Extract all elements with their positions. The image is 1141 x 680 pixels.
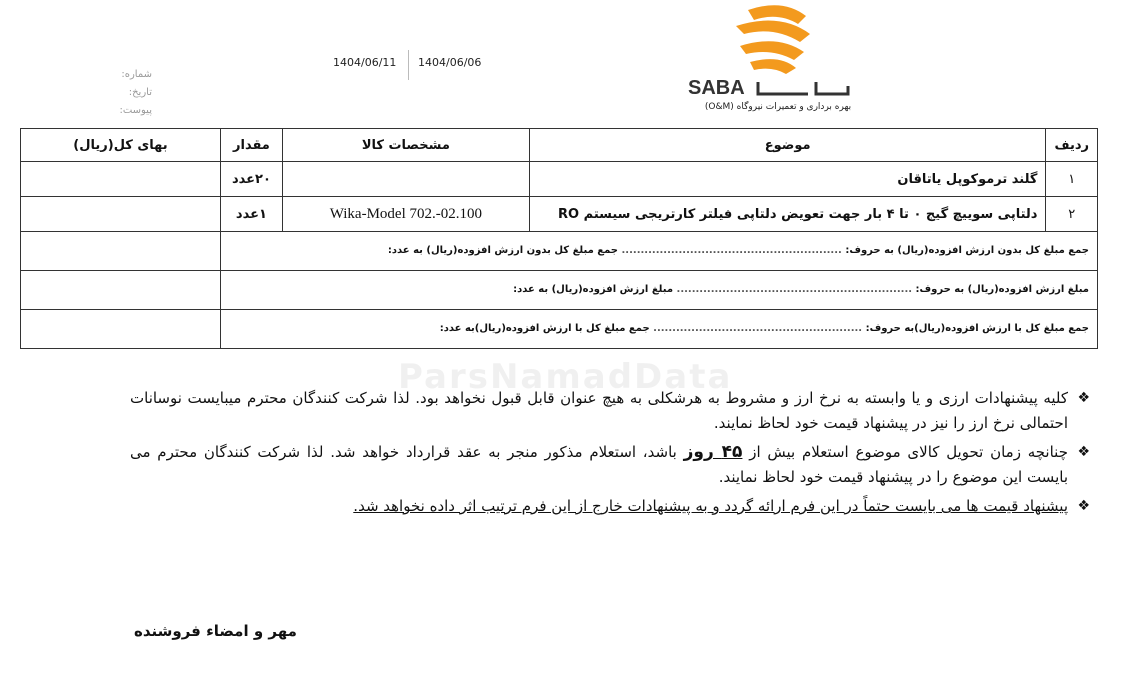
note-text: چنانچه زمان تحویل کالای موضوع استعلام بیش از: [749, 443, 1068, 461]
note-item: [130, 386, 1090, 436]
note-item: [130, 440, 1090, 490]
sum-label-cell: [220, 271, 1097, 310]
sum-label-cell: [220, 232, 1097, 271]
note-text: پیشنهاد قیمت ها می بایست حتماً در این فرم ارائه گردد و به پیشنهادات خارج از این فرم ترتیب اثر داده نخواهد شد.: [353, 497, 1068, 515]
dots: ..........................................................: [621, 245, 842, 256]
sum-value-cell[interactable]: [21, 271, 221, 310]
header-spec: مشخصات کالا: [282, 129, 529, 162]
row-subject: دلتاپی سوییچ گیج ۰ تا ۴ بار جهت تعویض دلتاپی فیلتر کارتریجی سیستم RO: [529, 197, 1046, 232]
row-price-cell[interactable]: [21, 162, 221, 197]
table-row: [21, 162, 1098, 197]
sum-number-label: جمع مبلغ کل با ارزش افزوده(ریال)به عدد:: [439, 323, 650, 334]
date-left: 1404/06/11: [333, 56, 397, 69]
sum-number-label: مبلغ ارزش افزوده(ریال) به عدد:: [513, 284, 674, 295]
note-text: کلیه پیشنهادات ارزی و یا وابسته به نرخ ارز و مشروط به هرشکلی به هیچ عنوان قابل قبول نخواهد بود. لذا شرکت کنندگان محترم میبایست نوسانات احتمالی نرخ ارز را نیز در پیشنهاد قیمت خود لحاظ نمایند.: [130, 389, 1068, 432]
diamond-bullet-icon: ❖: [1077, 498, 1090, 514]
row-spec: [282, 162, 529, 197]
diamond-bullet-icon: ❖: [1077, 444, 1090, 460]
sum-row-vat: [21, 271, 1098, 310]
seller-signature-label: مهر و امضاء فروشنده: [134, 622, 297, 640]
sum-words-label: جمع مبلغ کل بدون ارزش افزوده(ریال) به حروف:: [845, 245, 1089, 256]
letter-meta: [88, 66, 152, 120]
number-label: شماره:: [121, 69, 152, 80]
svg-text:SABA: SABA: [688, 77, 745, 99]
saba-logo: [688, 2, 868, 114]
date-divider: [408, 50, 409, 80]
row-qty: ۱عدد: [220, 197, 282, 232]
header-subject: موضوع: [529, 129, 1046, 162]
sum-value-cell[interactable]: [21, 310, 221, 349]
row-number: ۲: [1046, 197, 1098, 232]
header-row-number: ردیف: [1046, 129, 1098, 162]
sum-number-label: جمع مبلغ کل بدون ارزش افزوده(ریال) به عدد:: [387, 245, 619, 256]
row-qty: ۲۰عدد: [220, 162, 282, 197]
dots: .......................................................: [653, 323, 863, 334]
date-label: تاریخ:: [128, 87, 152, 98]
delivery-days: ۴۵ روز: [683, 442, 743, 462]
header-price: بهای کل(ریال): [21, 129, 221, 162]
sum-value-cell[interactable]: [21, 232, 221, 271]
row-subject: گلند ترموکوپل یاتاقان: [529, 162, 1046, 197]
attachment-label: پیوست:: [119, 105, 152, 116]
row-spec: Wika-Model 702.-02.100: [282, 197, 529, 232]
notes-section: [130, 386, 1090, 523]
table-header-row: [21, 129, 1098, 162]
sum-row-with-vat: [21, 310, 1098, 349]
date-right: 1404/06/06: [418, 56, 482, 69]
logo-subtitle: بهره برداری و تعمیرات نیروگاه (O&M): [704, 102, 852, 112]
dots: ..............................................................: [676, 284, 913, 295]
items-table: [20, 128, 1098, 349]
row-number: ۱: [1046, 162, 1098, 197]
note-item: [130, 494, 1090, 519]
watermark: ParsNamadData: [398, 357, 733, 397]
row-price-cell[interactable]: [21, 197, 221, 232]
sum-label-cell: [220, 310, 1097, 349]
table-row: [21, 197, 1098, 232]
diamond-bullet-icon: ❖: [1077, 390, 1090, 406]
note-text: باشد، استعلام مذکور منجر به عقد قرارداد خواهد شد. لذا شرکت کنندگان محترم می بایست این موضوع را در پیشنهاد قیمت خود لحاظ نمایند.: [130, 443, 1068, 486]
sum-words-label: جمع مبلغ کل با ارزش افزوده(ریال)به حروف:: [865, 323, 1089, 334]
sum-words-label: مبلغ ارزش افزوده(ریال) به حروف:: [915, 284, 1089, 295]
header-qty: مقدار: [220, 129, 282, 162]
sum-row-without-vat: [21, 232, 1098, 271]
